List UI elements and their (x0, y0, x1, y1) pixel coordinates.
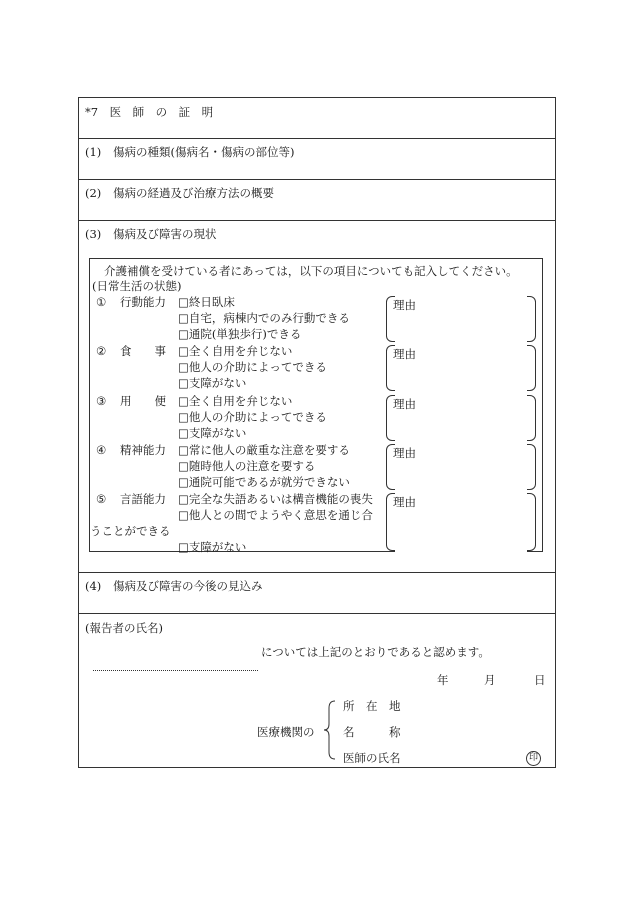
item-name: 用 便 (120, 394, 166, 408)
reporter-section (79, 614, 555, 767)
option-checkbox[interactable]: □常に他人の厳重な注意を要する (178, 443, 350, 457)
item-name: 言語能力 (120, 492, 166, 506)
item-options-last (178, 539, 246, 555)
header-row (79, 98, 555, 139)
care-compensation-box (89, 258, 543, 552)
item-number: ⑤ (96, 492, 107, 506)
item-number: ③ (96, 394, 107, 408)
option-checkbox[interactable]: □全く自用を弁じない (178, 394, 293, 408)
doctor-name-label: 医師の氏名 (343, 751, 401, 765)
section-current-status (79, 221, 555, 573)
section-label: 傷病の経過及び治療方法の概要 (113, 186, 274, 200)
option-checkbox[interactable]: □完全な失語あるいは構音機能の喪失 (178, 492, 373, 506)
option-checkbox[interactable]: □支障がない (178, 540, 247, 554)
item-options (178, 491, 373, 523)
care-compensation-note: 介護補償を受けている者にあっては，以下の項目についても記入してください。 (104, 264, 518, 278)
institution-address-label: 所 在 地 (343, 699, 401, 713)
section-label: 傷病及び障害の現状 (113, 227, 217, 241)
reason-field[interactable] (386, 296, 536, 342)
option-checkbox[interactable]: □支障がない (178, 426, 247, 440)
option-checkbox[interactable]: □自宅，病棟内でのみ行動できる (178, 311, 350, 325)
reason-field[interactable] (386, 395, 536, 441)
seal-icon: 印 (526, 751, 541, 766)
option-checkbox[interactable]: □全く自用を弁じない (178, 344, 293, 358)
reason-label: 理由 (393, 495, 416, 509)
item-options (178, 393, 327, 441)
reason-label: 理由 (393, 397, 416, 411)
item-name: 行動能力 (120, 295, 166, 309)
option-checkbox[interactable]: □他人の介助によってできる (178, 410, 327, 424)
institution-name-label: 名 称 (343, 725, 401, 739)
section-treatment-summary (79, 180, 555, 221)
reporter-name-field[interactable] (93, 660, 258, 671)
item-options (178, 294, 350, 342)
section-number: (2) (85, 186, 102, 200)
option-continuation: うことができる (90, 524, 171, 538)
item-number: ② (96, 344, 107, 358)
option-checkbox[interactable]: □通院可能であるが就労できない (178, 475, 350, 489)
item-name: 精神能力 (120, 443, 166, 457)
section-number: (3) (85, 227, 102, 241)
section-number: (1) (85, 145, 102, 159)
reason-label: 理由 (393, 298, 416, 312)
option-checkbox[interactable]: □他人の介助によってできる (178, 360, 327, 374)
item-number: ① (96, 295, 107, 309)
reason-label: 理由 (393, 446, 416, 460)
reason-field[interactable] (386, 444, 536, 490)
doctor-certificate-form (78, 97, 556, 768)
section-injury-type (79, 139, 555, 180)
reason-field[interactable] (386, 493, 536, 551)
curly-brace-icon (323, 700, 337, 760)
option-checkbox[interactable]: □他人との間でようやく意思を通じ合 (178, 508, 373, 522)
item-name: 食 事 (120, 344, 166, 358)
section-label: 傷病及び障害の今後の見込み (113, 579, 263, 593)
option-checkbox[interactable]: □終日臥床 (178, 295, 235, 309)
section-number: (4) (85, 579, 102, 593)
item-number: ④ (96, 443, 107, 457)
month-label: 月 (484, 673, 496, 687)
item-options (178, 442, 350, 490)
daily-life-heading: (日常生活の状態) (92, 279, 182, 293)
institution-label: 医療機関の (257, 725, 315, 739)
option-checkbox[interactable]: □支障がない (178, 376, 247, 390)
confirmation-text: については上記のとおりであると認めます。 (261, 645, 490, 659)
reason-label: 理由 (393, 347, 416, 361)
option-checkbox[interactable]: □通院(単独歩行)できる (178, 327, 302, 341)
header-title: *7 医 師 の 証 明 (85, 105, 214, 119)
section-label: 傷病の種類(傷病名・傷病の部位等) (113, 145, 295, 159)
year-label: 年 (437, 673, 449, 687)
option-checkbox[interactable]: □随時他人の注意を要する (178, 459, 316, 473)
day-label: 日 (534, 673, 546, 687)
item-options (178, 343, 327, 391)
section-prognosis (79, 573, 555, 614)
reporter-label: (報告者の氏名) (85, 621, 163, 635)
reason-field[interactable] (386, 345, 536, 391)
